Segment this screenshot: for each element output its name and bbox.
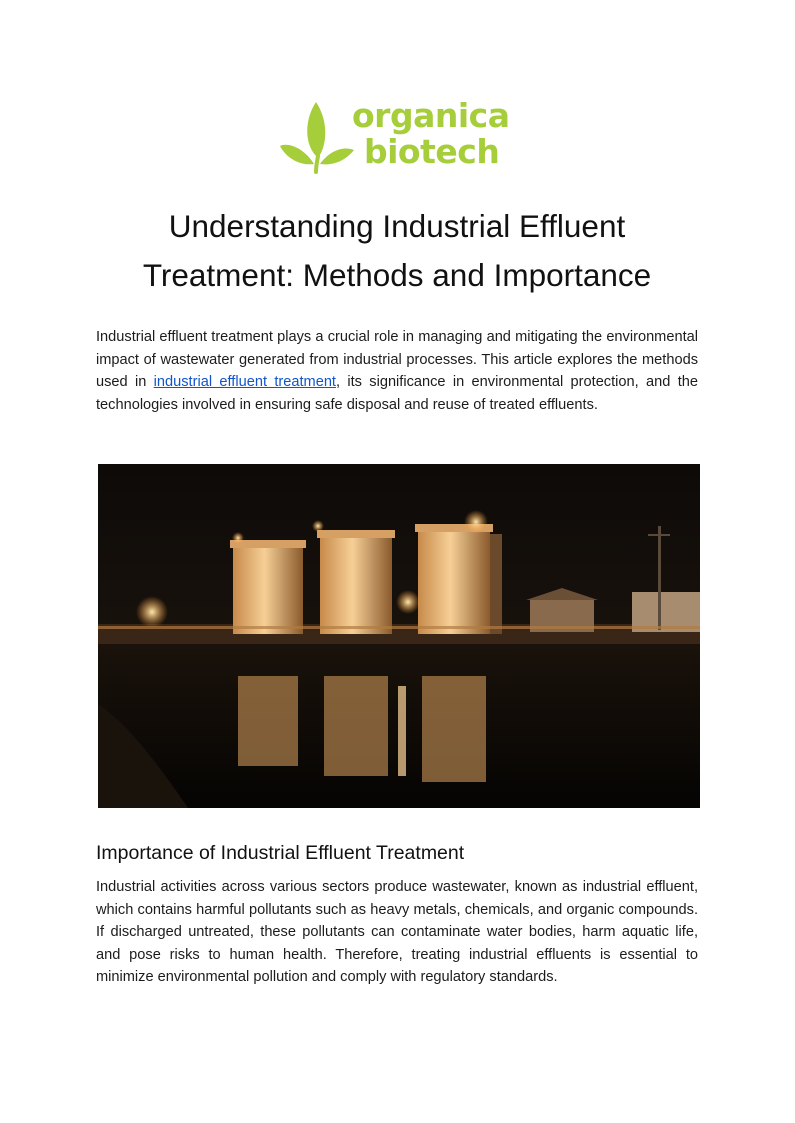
intro-text-before-link: Industrial effluent treatment plays a crucial role in managing and mitigating the environmental impact of wastewater generated from industrial processes. This article explores the methods used in: [96, 329, 698, 391]
logo-wordmark-line2: biotech: [364, 132, 500, 171]
storage-tank-center: [317, 530, 395, 634]
logo-wordmark-line1: organica: [352, 96, 510, 135]
title-line-1: Understanding Industrial Effluent: [168, 208, 626, 244]
intro-paragraph: [96, 326, 698, 416]
section-heading: Importance of Industrial Effluent Treatment: [96, 842, 465, 864]
page-title: [96, 202, 698, 300]
leaf-sprout-icon: [278, 98, 356, 174]
storage-tank-left: [230, 540, 306, 634]
title-line-2: Treatment: Methods and Importance: [142, 257, 652, 293]
section-body-paragraph: Industrial activities across various sectors produce wastewater, known as industrial effluent, which contains harmful pollutants such as heavy metals, chemicals, and organic compounds. If discharged untreated, these pollutants can contaminate water bodies, harm aquatic life, and pose risks to human health. Therefore, treating industrial effluents is essential to minimize environmental pollution and comply with regulatory standards.: [96, 879, 698, 986]
industrial-tanks-photo: [98, 464, 700, 808]
brand-logo: [278, 98, 518, 174]
intro-text-after-link: , its significance in environmental protection, and the technologies involved in ensuring safe disposal and reuse of treated effluents.: [96, 374, 698, 413]
effluent-treatment-link[interactable]: industrial effluent treatment: [153, 374, 336, 391]
storage-tank-right: [415, 524, 502, 634]
